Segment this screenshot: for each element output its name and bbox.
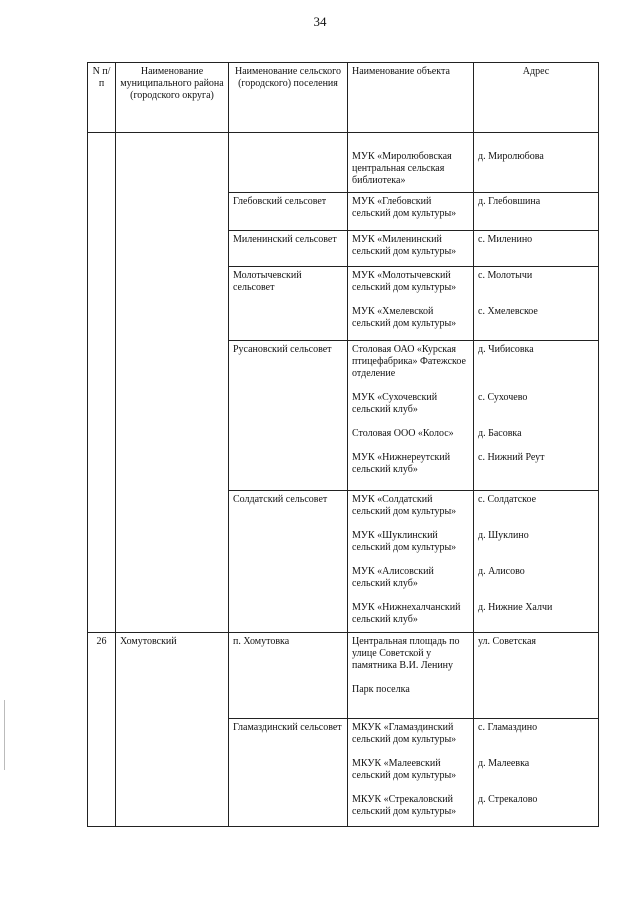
cell-settlement: Молотычевский сельсовет: [229, 267, 348, 341]
object-address: д. Чибисовка: [478, 344, 534, 355]
object-name: МУК «Глебовский сельский дом культуры»: [352, 196, 457, 219]
cell-settlement: Солдатский сельсовет: [229, 491, 348, 633]
object-address: д. Малеевка: [478, 758, 530, 769]
object-name: Столовая ОАО «Курская птицефабрика» Фатежское отделение: [352, 344, 466, 379]
table-header-row: [88, 63, 599, 133]
cell-objects: [348, 231, 474, 267]
cell-objects: [348, 341, 474, 491]
object-address: д. Нижние Халчи: [478, 602, 553, 613]
object-address: д. Миролюбова: [478, 151, 544, 162]
cell-settlement: Русановский сельсовет: [229, 341, 348, 491]
cell-settlement: Гламаздинский сельсовет: [229, 719, 348, 827]
object-name: МУК «Хмелевской сельский дом культуры»: [352, 306, 457, 329]
cell-addresses: [474, 341, 599, 491]
header-object: Наименование объекта: [348, 63, 474, 133]
object-address: с. Гламаздино: [478, 722, 538, 733]
object-address: с. Сухочево: [478, 392, 528, 403]
binding-margin-line: [4, 700, 5, 770]
object-name: Парк поселка: [352, 684, 410, 695]
cell-settlement: Миленинский сельсовет: [229, 231, 348, 267]
header-settlement: Наименование сельского (городского) поселения: [229, 63, 348, 133]
cell-settlement: [229, 133, 348, 193]
cell-addresses: [474, 231, 599, 267]
object-name: МУК «Сухочевский сельский клуб»: [352, 392, 438, 415]
cell-number: 26: [88, 633, 116, 827]
cell-addresses: [474, 267, 599, 341]
cell-settlement: Глебовский сельсовет: [229, 193, 348, 231]
object-name: МУК «Нижнереутский сельский клуб»: [352, 452, 451, 475]
object-address: ул. Советская: [478, 636, 536, 647]
object-name: МУК «Шуклинский сельский дом культуры»: [352, 530, 457, 553]
cell-addresses: [474, 491, 599, 633]
cell-number: [88, 133, 116, 633]
cell-objects: [348, 719, 474, 827]
object-address: с. Молотычи: [478, 270, 533, 281]
object-name: МКУК «Гламаздинский сельский дом культуры»: [352, 722, 457, 745]
cell-objects: [348, 193, 474, 231]
header-number: N п/п: [88, 63, 116, 133]
cell-addresses: [474, 193, 599, 231]
objects-table: [87, 62, 599, 827]
object-name: МУК «Миролюбовская центральная сельская библиотека»: [352, 151, 452, 186]
header-district: Наименование муниципального района (городского округа): [116, 63, 229, 133]
object-name: МУК «Солдатский сельский дом культуры»: [352, 494, 457, 517]
cell-addresses: [474, 719, 599, 827]
cell-objects: [348, 633, 474, 719]
object-name: МУК «Алисовский сельский клуб»: [352, 566, 434, 589]
object-address: д. Басовка: [478, 428, 522, 439]
object-name: МКУК «Малеевский сельский дом культуры»: [352, 758, 457, 781]
cell-objects: [348, 267, 474, 341]
object-address: д. Глебовшина: [478, 196, 541, 207]
object-address: с. Солдатское: [478, 494, 537, 505]
object-address: с. Миленино: [478, 234, 533, 245]
object-name: МУК «Нижнехалчанский сельский клуб»: [352, 602, 461, 625]
object-name: Центральная площадь по улице Советской у памятника В.И. Ленину: [352, 636, 460, 671]
object-name: МУК «Молотычевский сельский дом культуры»: [352, 270, 457, 293]
object-address: д. Стрекалово: [478, 794, 538, 805]
cell-objects: [348, 491, 474, 633]
cell-settlement: п. Хомутовка: [229, 633, 348, 719]
object-address: д. Шуклино: [478, 530, 529, 541]
cell-addresses: [474, 633, 599, 719]
cell-addresses: [474, 133, 599, 193]
object-address: с. Нижний Реут: [478, 452, 545, 463]
object-name: МУК «Миленинский сельский дом культуры»: [352, 234, 457, 257]
header-address: Адрес: [474, 63, 599, 133]
cell-district: Хомутовский: [116, 633, 229, 827]
table-row: [88, 633, 599, 719]
object-address: д. Алисово: [478, 566, 525, 577]
cell-district: [116, 133, 229, 633]
page-number: 34: [313, 14, 327, 29]
object-address: с. Хмелевское: [478, 306, 538, 317]
object-name: МКУК «Стрекаловский сельский дом культуры»: [352, 794, 457, 817]
table-row: [88, 133, 599, 193]
cell-objects: [348, 133, 474, 193]
object-name: Столовая ООО «Колос»: [352, 428, 454, 439]
